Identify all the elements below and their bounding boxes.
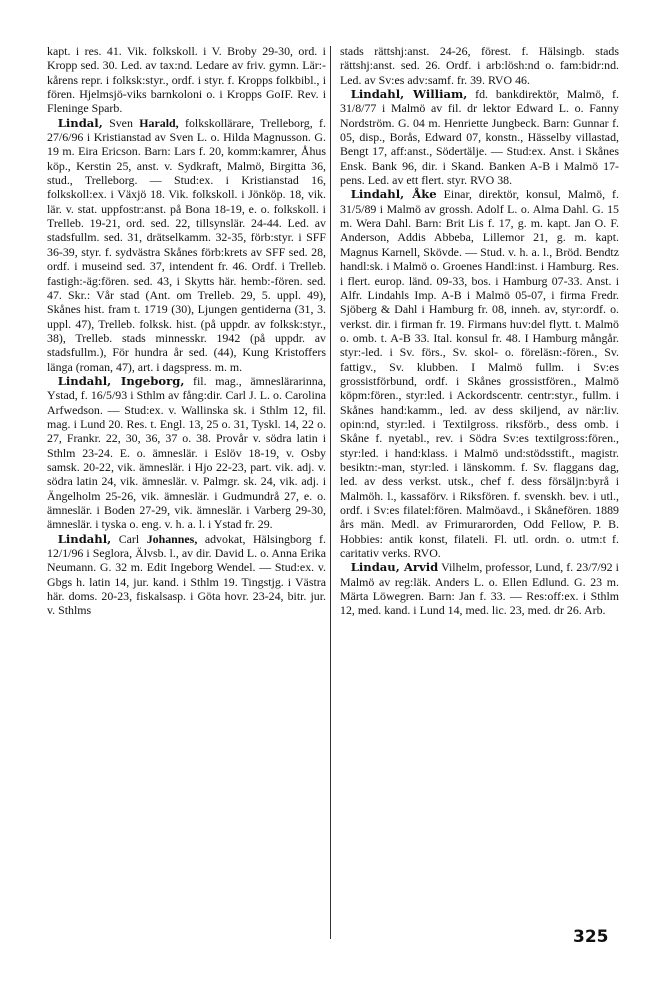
entry-surname: Lindahl, bbox=[57, 531, 112, 546]
biography-entry-continued bbox=[340, 44, 619, 87]
entry-name: Lindahl, Åke bbox=[350, 187, 437, 202]
biography-entry bbox=[340, 187, 619, 560]
entry-name: Lindau, Arvid bbox=[350, 560, 439, 575]
biography-entry bbox=[340, 87, 619, 187]
entry-text: advokat, Hälsingborg f. 12/1/96 i Seglora, Älvsb. l., av dir. David L. o. Anna Erika Neumann. G. 32 m. Edit Ingeborg Wendel. — Stud:ex. v. Gbgs h. latin 14, jur. kand. i Sthlm 19. Tingstjg. i Västra här. doms. 20-23, fiskalsasp. i Göta hovr. 23-24, bitr. jur. v. Sthlms bbox=[47, 531, 326, 618]
entry-text: kapt. i res. 41. Vik. folkskoll. i V. Broby 29-30, ord. i Kropp sed. 30. Led. av tax:nd. Ledare av friv. gymn. Lär:-kårens repr. i folksk:styr., ordf. i styr. f. Kropps folkbibl., i fören. Hjelmsjö-viks barnkoloni o. i Kropps GoIF. Rev. i Fleninge Sparb. bbox=[47, 44, 326, 116]
entry-text: professor, Lund, f. 23/7/92 i Malmö av reg:läk. Anders L. o. Ellen Edlund. G. 23 m. Märta Löwegren. Barn: Jan f. 33. — Res:off:ex. i Sthlm 12, med. kand. i Lund 14, med. lic. 23, med. dr 26. Arb. bbox=[340, 560, 619, 618]
right-column bbox=[340, 44, 619, 618]
entry-text: fil. mag., ämneslärarinna, Ystad, f. 16/5/93 i Sthlm av fång:dir. Carl J. L. o. Carolina Arfwedson. — Stud:ex. v. Wallinska sk. i Sthlm 12, fil. mag. i Lund 20. Res. t. Engl. 13, 25 o. 31, Tyskl. 14, 22 o. 27, Frankr. 22, 30, 36, 37 o. 38. Provår v. södra latin i Sthlm 23-24. E. o. ämneslär. i Eslöv 18-19, v. Osby samsk. 20-22, vik. ämneslär. i Hjo 22-23, part. vik. adj. v. södra latin 24, vik. ämneslär. v. Palmgr. sk. 24, vik. adj. i Ängelholm 25-26, vik. ämneslär. i Gudmundrå 27, e. o. ämneslär. i Boden 27-29, vik. ämneslär. i Varberg 29-30, ämneslär. i tyska o. eng. v. h. a. l. i Ystad fr. 29. bbox=[47, 373, 326, 532]
entry-called-name: Johannes, bbox=[146, 531, 198, 546]
entry-text: fd. bankdirektör, Malmö, f. 31/8/77 i Malmö av fil. dr lektor Edward L. o. Fanny Nordström. G. 04 m. Henriette Jungbeck. Barn: Gunnar f. 05, disp., Borås, Edward 07, konstn., Hässelby villastad, Bengt 17, aff:anst., Södertälje. — Stud:ex. Anst. i Skånes Ensk. Bank 96, dir. i Skand. Banken A-B i Malmö 17-pens. Led. av ett flert. styr. RVO 38. bbox=[340, 87, 619, 188]
entry-given-name: Einar, bbox=[443, 187, 472, 202]
entry-name: Lindahl, Ingeborg, bbox=[57, 373, 185, 388]
entry-called-name: Harald, bbox=[139, 115, 179, 130]
page-number: 325 bbox=[573, 927, 609, 947]
biography-entry bbox=[47, 532, 326, 618]
left-column bbox=[47, 44, 326, 618]
entry-given-name: Vilhelm, bbox=[441, 560, 483, 575]
column-divider bbox=[330, 46, 331, 939]
biography-entry bbox=[47, 374, 326, 532]
biography-entry-continued bbox=[47, 44, 326, 116]
biography-entry bbox=[340, 560, 619, 617]
entry-text: stads rättshj:anst. 24-26, förest. f. Hälsingb. stads rättshj:anst. sed. 26. Ordf. i arb:lösh:nd o. fam:bidr:nd. Led. av Sv:es adv:samf. fr. 39. RVO 46. bbox=[340, 44, 619, 87]
entry-given-name: Carl bbox=[118, 531, 140, 546]
biography-entry bbox=[47, 116, 326, 374]
entry-given-name: Sven bbox=[109, 115, 133, 130]
entry-text: direktör, konsul, Malmö, f. 31/5/89 i Malmö av grossh. Adolf L. o. Alma Dahl. G. 15 m. Wera Dahl. Barn: Brit Lis f. 17, g. m. kapt. Jan O. F. Anderson, Addis Abbeba, Lillemor 21, g. m. kapt. Magnus Karnell, Skövde. — Stud. v. h. a. l., Bröd. Bendtz handl:sk. i Malmö o. Groenes Handl:inst. i Hamburg. Res. i flert. europ. länd. 09-33, bos. i Hamburg 07-33. Anst. i Alfr. Lindahls Imp. A-B i Malmö 05-07, i firma Fredr. Sjöberg & Dahl i Hamburg fr. 08, inneh. av, styr:ordf. o. verkst. dir. i firman fr. 19. Firmans huv:del flytt. t. Malmö o. omb. t. A-B 33. Ital. konsul fr. 48. I Hamburg mångår. styr:-led. i Sv. förs., Sv. skol- o. föreläsn:-fören., Sv. fattigv., Sv. klubben. I Malmö fullm. i Sv:es grossistförbund, ordf. i Skånes grossistfören., Malmö köpm:fören., styr:led. i Ackordscentr. centr:styr., fullm. i Skånes hand:kamm., led. av dess skiljend, av när:liv. opin:nd, styr:led. i Textilgross. riksförb., dess omb. i Skåne f. nyetabl., rev. i Södra Sv:es textilgross:fören., styr:led. i hand:klass. i Malmö und:stödsstift., magistr. besiktn:-man, styr:led. i länskomm. f. Sv. flaggans dag, led. av dess verkst. utsk., chef f. dess försäljn:byrå i Malmöh. l., kassaförv. i Riksfören. f. svenskh. bev. i utl., ordf. i Sv:es filatel:fören. Malmöavd., i Skånefören. 1889 års män. Medl. av Frimurarorden, Odd Fellow, P. B. Hobbies: antik konst, filateli. Fl. utl. ordn. o. utm:t f. caritativ verks. RVO. bbox=[340, 187, 619, 561]
entry-surname: Lindal, bbox=[57, 115, 103, 130]
entry-name: Lindahl, William, bbox=[350, 87, 468, 102]
entry-text: folkskollärare, Trelleborg, f. 27/6/96 i Kristianstad av Sven L. o. Hilda Magnusson. G. 19 m. Eira Ericson. Barn: Lars f. 20, komm:kamrer, Åhus köp., Kerstin 25, anst. v. Sydkraft, Malmö, Birgitta 36, stud., Trelleborg. — Stud:ex. i Kristianstad 16, folkskoll:ex. i Växjö 18. Vik. folkskoll. i Jönköp. 18, vik. lär. v. stat. uppfostr:anst. på Bona 18-19, e. o. folkskoll. i Trelleb. 19-21, ord. sed. 22, tillsynslär. 24-44. Led. av stadsfullm. sed. 31, drätselkamm. 32-35, förb:styr. i SFF 36-39, styr. f. sydvästra Skånes förb:krets av SFF sed. 28, ordf. i museind sed. 37, intendent fr. 46. Ordf. i Trelleb. fastigh:-äg:fören. sed. 43, i Skytts här. hemb:-fören. sed. 47. Skr.: Vår stad (Ant. om Trelleb. 29, 5. uppl. 49), Skånes hist. fram t. 1719 (30), Ljungen gentiderna (31, 3. uppl. 47), Trelleb. folksk. hist. (på uppdr. av folksk:styr., 38), Trelleb. stads minnesskr. 1942 (på uppdr. av stadsfullm.), För hundra år sed. (44), Kung Kristoffers länga (roman, 47), art. i dagspress. m. m. bbox=[47, 115, 326, 374]
